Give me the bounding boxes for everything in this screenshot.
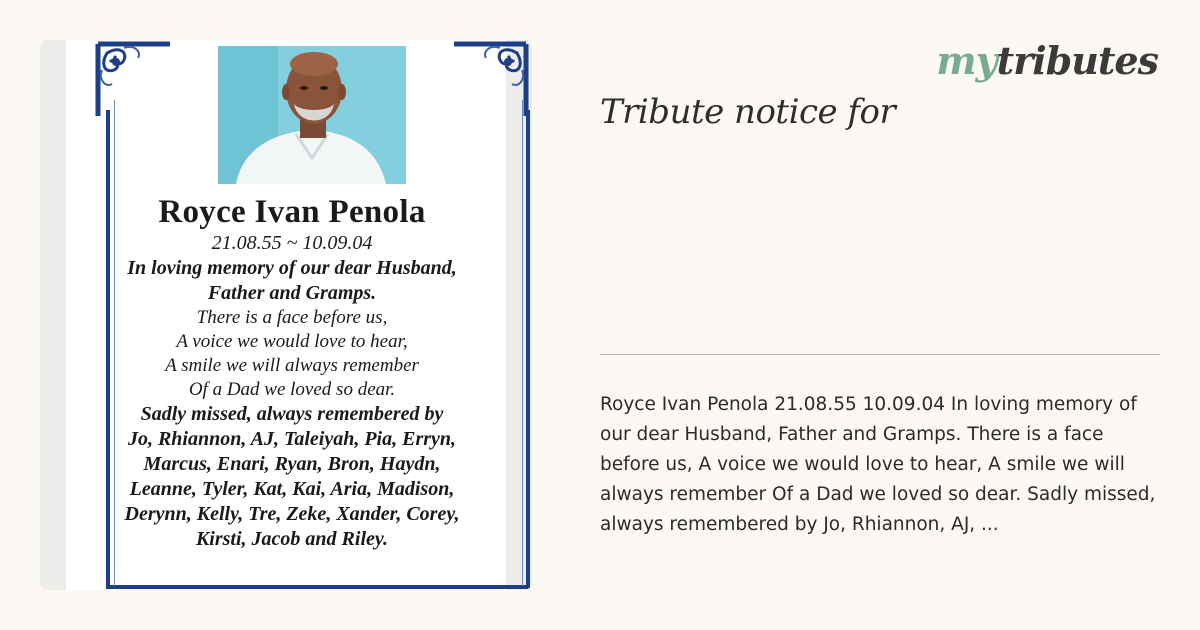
notice-text [80, 190, 504, 552]
logo-part-my: my [936, 38, 997, 83]
logo-part-tributes: tributes [996, 38, 1158, 83]
portrait-illustration [218, 46, 406, 184]
life-dates: 21.08.55 ~ 10.09.04 [211, 232, 373, 254]
closing-line: Jo, Rhiannon, AJ, Taleiyah, Pia, Erryn, [127, 428, 457, 450]
intro-line: In loving memory of our dear Husband, [127, 257, 457, 279]
frame-border [526, 110, 530, 588]
closing-line: Kirsti, Jacob and Riley. [195, 528, 389, 550]
portrait-photo [218, 46, 406, 184]
closing-line: Leanne, Tyler, Kat, Kai, Aria, Madison, [129, 478, 455, 500]
deceased-name: Royce Ivan Penola [158, 194, 426, 230]
page-heading: Tribute notice for [600, 92, 896, 132]
ornament-corner-icon [450, 40, 530, 120]
notice-image [40, 40, 532, 590]
intro-line: Father and Gramps. [207, 282, 377, 304]
notice-summary: Royce Ivan Penola 21.08.55 10.09.04 In loving memory of our dear Husband, Father and Gramps. There is a face before us, A voice we would love to hear, A smile we will always remember Of a Dad we loved so dear. Sadly missed, always remembered by Jo, Rhiannon, AJ, ... [600, 394, 1156, 535]
verse-line: Of a Dad we loved so dear. [188, 379, 396, 400]
verse-line: A smile we will always remember [165, 355, 419, 376]
frame-border [106, 585, 530, 589]
verse-line: A voice we would love to hear, [176, 331, 408, 352]
closing-line: Sadly missed, always remembered by [140, 403, 444, 425]
verse-line: There is a face before us, [196, 307, 388, 328]
ornament-corner-icon [94, 40, 174, 120]
divider [600, 354, 1160, 355]
closing-line: Marcus, Enari, Ryan, Bron, Haydn, [143, 453, 441, 475]
closing-line: Derynn, Kelly, Tre, Zeke, Xander, Corey, [124, 503, 460, 525]
frame-border [522, 100, 523, 586]
mytributes-logo[interactable] [936, 38, 1158, 83]
